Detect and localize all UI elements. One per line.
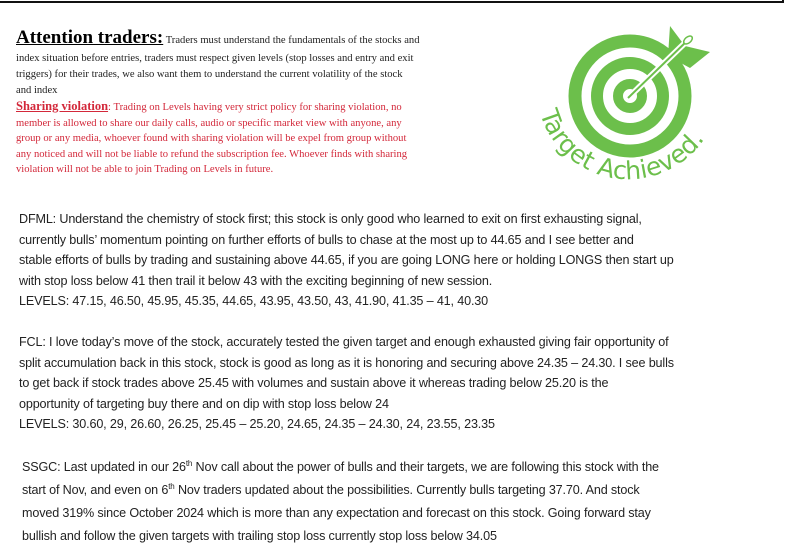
ssgc-line: moved 319% since October 2024 which is more than any expectation and forecast on this stock. Going forward stay	[22, 506, 651, 520]
notice-line: index situation before entries, traders must respect given levels (stop losses and entry and exit	[16, 53, 414, 64]
logo-text: Target Achieved.	[534, 105, 710, 186]
dfml-line: with stop loss below 41 then trail it below 43 with the exciting beginning of new session.	[19, 273, 493, 288]
fcl-line: opportunity of targeting buy there and on dip with stop loss below 24	[19, 396, 389, 411]
header-box-border	[0, 0, 784, 3]
attention-notice	[16, 27, 476, 178]
sharing-line: member is allowed to share our daily calls, audio or specific market view with anyone, any	[16, 117, 402, 129]
sharing-line: group or any media, whoever found with sharing violation will be expel from group without	[16, 133, 407, 144]
ssgc-paragraph	[22, 456, 659, 548]
attention-heading: Attention traders:	[16, 27, 164, 48]
ssgc-text: start of Nov, and even on 6	[22, 483, 169, 497]
colon: :	[108, 102, 111, 113]
fcl-paragraph	[19, 332, 674, 435]
dfml-paragraph	[19, 209, 674, 312]
fcl-levels: LEVELS: 30.60, 29, 26.60, 26.25, 25.45 – 25.20, 24.65, 24.35 – 24.30, 24, 23.55, 23.35	[19, 417, 495, 431]
sharing-line: violation will not be able to join Trading on Levels in future.	[16, 164, 274, 175]
ssgc-line: bullish and follow the given targets with trailing stop loss currently stop loss below 34.05	[22, 529, 497, 543]
fcl-line: split accumulation back in this stock, stock is good as long as it is honoring and securing above 24.35 – 24.30. I see bulls	[19, 355, 674, 370]
sharing-line: any noticed and will not be liable to refund the subscription fee. Whoever finds with sharing	[16, 148, 408, 160]
ssgc-text: Nov call about the power of bulls and their targets, we are following this stock with the	[192, 460, 659, 474]
dfml-levels: LEVELS: 47.15, 46.50, 45.95, 45.35, 44.65, 43.95, 43.50, 43, 41.90, 41.35 – 41, 40.30	[19, 294, 489, 308]
fcl-line: to get back if stock trades above 25.45 with volumes and sustain above it whereas trading below 25.20 is the	[19, 376, 609, 390]
target-achieved-logo	[510, 8, 740, 198]
sharing-violation-notice	[16, 99, 476, 178]
ordinal-suffix: th	[185, 458, 193, 468]
dfml-line: DFML: Understand the chemistry of stock first; this stock is only good who learned to exit on first exhausting signal,	[19, 212, 642, 226]
notice-line: triggers) for their trades, we also want them to understand the current volatility of the stock	[16, 69, 403, 80]
sharing-line: Trading on Levels having very strict policy for sharing violation, no	[113, 102, 402, 113]
fcl-line: FCL: I love today’s move of the stock, accurately tested the given target and enough exhausted giving fair opportunity of	[19, 335, 669, 349]
dfml-line: stable efforts of bulls by trading and sustaining above 44.65, if you are going LONG here or holding LONGS then start up	[19, 253, 674, 267]
ssgc-text: SSGC: Last updated in our 26	[22, 460, 186, 474]
ordinal-suffix: th	[168, 481, 175, 491]
ssgc-text: Nov traders updated about the possibilities. Currently bulls targeting 37.70. And stock	[174, 483, 640, 497]
dfml-line: currently bulls’ momentum pointing on further efforts of bulls to chase at the most up to 44.65 and I see better and	[19, 232, 634, 247]
notice-line: Traders must understand the fundamentals of the stocks and	[165, 35, 420, 46]
notice-line: and index	[16, 85, 58, 96]
sharing-violation-heading: Sharing violation	[16, 99, 109, 113]
